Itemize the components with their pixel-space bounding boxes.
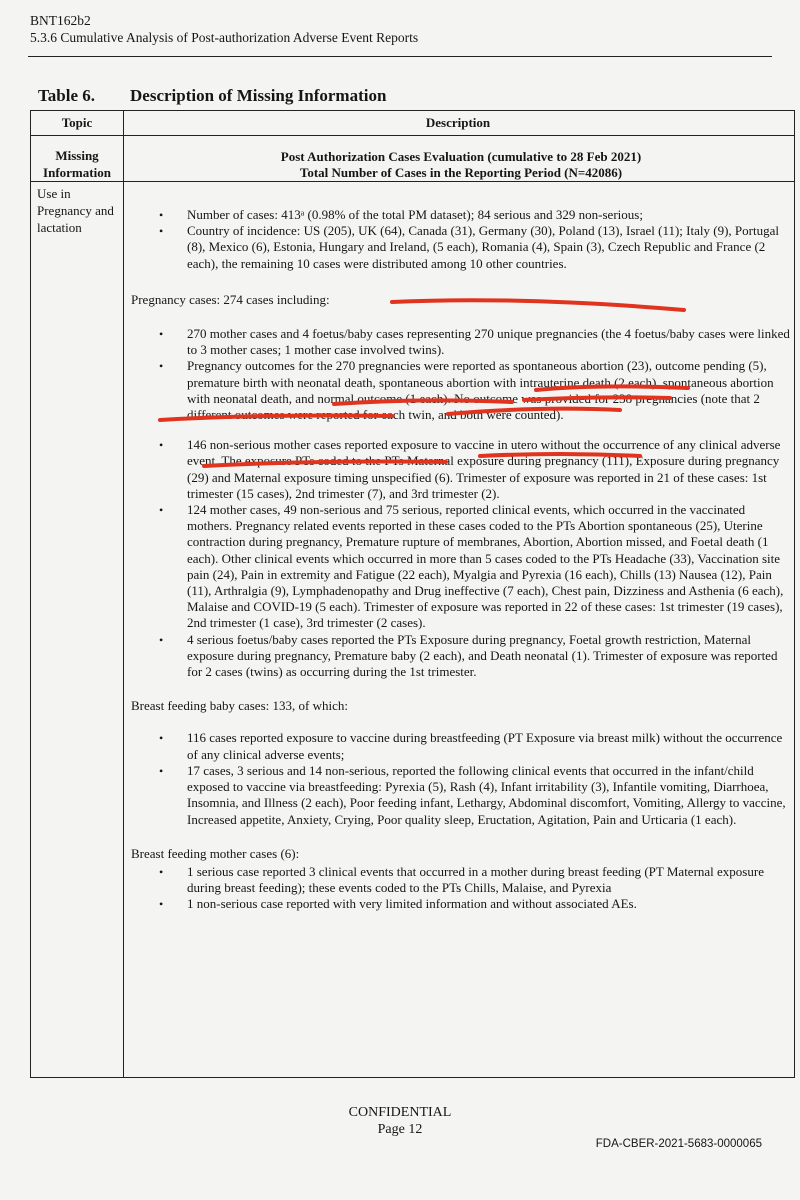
document-id: FDA-CBER-2021-5683-0000065 [595,1138,762,1150]
table-title: Description of Missing Information [130,86,387,105]
evaluation-title-line2: Total Number of Cases in the Reporting Period (N=42086) [299,165,623,180]
header-rule [28,56,772,57]
page-footer [0,1104,800,1138]
pregnancy-heading: Pregnancy cases: 274 cases including: [131,291,330,307]
breastfeeding-baby-heading: Breast feeding baby cases: 133, of which: [131,698,348,714]
list-item: • 1 non-serious case reported with very limited information and without associated AEs. [131,896,791,912]
row-divider [31,135,794,136]
product-code: BNT162b2 [30,13,91,28]
mother-cases-list [131,437,791,680]
pregnancy-list [131,326,791,423]
list-item: • 4 serious foetus/baby cases reported the PTs Exposure during pregnancy, Foetal growth restriction, Maternal exposure during pregnancy, Premature baby (2 each), and Death neonatal (1). Trimester of exposure was reported for 2 cases (twins) as occurring during the 1st trimester. [131,632,791,681]
breastfeeding-baby-list [131,730,791,827]
page-number: Page 12 [377,1122,423,1137]
section-title: 5.3.6 Cumulative Analysis of Post-authorization Adverse Event Reports [30,30,419,45]
breastfeeding-mother-list [131,864,791,913]
evaluation-title [131,149,791,181]
description-header: Description [425,115,491,130]
topic-header: Topic [61,115,93,130]
table-number: Table 6. [38,86,96,105]
list-item: • 17 cases, 3 serious and 14 non-serious, reported the following clinical events that occurred in the infant/child exposed to vaccine via breastfeeding: Pyrexia (5), Rash (4), Infant irritability (3), Infantile vomiting, Diarrhoea, Insomnia, and Illness (2 each), Poor feeding infant, Lethargy, Abdominal discomfort, Vomiting, Allergy to vaccine, Increased appetite, Anxiety, Crying, Poor quality sleep, Eructation, Agitation, Pain and Urticaria (1 each). [131,763,791,828]
list-item: • Number of cases: 413ᵃ (0.98% of the total PM dataset); 84 serious and 329 non-serious; [131,207,791,223]
list-item: • Country of incidence: US (205), UK (64), Canada (31), Germany (30), Poland (13), Israel (11); Italy (9), Portugal (8), Mexico (6), Estonia, Hungary and Ireland, (5 each), Romania (4), Spain (3), Czech Republic and France (2 each), the remaining 10 cases were distributed among 10 other countries. [131,223,791,272]
topic-cell: Use in Pregnancy and lactation [37,186,114,235]
missing-info-label: Missing Information [43,148,111,180]
column-divider [123,111,124,1077]
list-item: • Pregnancy outcomes for the 270 pregnancies were reported as spontaneous abortion (23), outcome pending (5), premature birth with neonatal death, spontaneous abortion with intrauterine death (2 each), spontaneous abortion with neonatal death, and normal outcome (1 each). No outcome was provided for 238 pregnancies (note that 2 different outcomes were reported for each twin, and both were counted). [131,358,791,423]
description-cell [131,207,791,913]
table-caption [38,86,386,106]
list-item: • 146 non-serious mother cases reported exposure to vaccine in utero without the occurrence of any clinical adverse event. The exposure PTs coded to the PTs Maternal exposure during pregnancy (111), Exposure during pregnancy (29) and Maternal exposure timing unspecified (6). Trimester of exposure was reported in 21 of these cases: 1st trimester (15 cases), 2nd trimester (7), and 3rd trimester (2). [131,437,791,502]
list-item: • 1 serious case reported 3 clinical events that occurred in a mother during breast feeding (PT Maternal exposure during breast feeding); these events coded to the PTs Chills, Malaise, and Pyrexia [131,864,791,896]
row-divider [31,181,794,182]
breastfeeding-mother-heading: Breast feeding mother cases (6): [131,845,300,861]
list-item: • 270 mother cases and 4 foetus/baby cases representing 270 unique pregnancies (the 4 foetus/baby cases were linked to 3 mother cases; 1 mother case involved twins). [131,326,791,358]
confidential-label: CONFIDENTIAL [348,1105,452,1120]
list-item: • 124 mother cases, 49 non-serious and 75 serious, reported clinical events, which occurred in the vaccinated mothers. Pregnancy related events reported in these cases coded to the PTs Abortion spontaneous (25), Uterine contraction during pregnancy, Premature rupture of membranes, Abortion, Abortion missed, and Foetal death (1 each). Other clinical events which occurred in more than 5 cases coded to the PTs Headache (33), Vaccination site pain (24), Pain in extremity and Fatigue (22 each), Myalgia and Pyrexia (16 each), Chills (13) Nausea (12), Pain (11), Arthralgia (9), Lymphadenopathy and Drug ineffective (7 each), Chest pain, Dizziness and Asthenia (6 each), Malaise and COVID-19 (5 each). Trimester of exposure was reported in 22 of these cases: 1st trimester (19 cases), 2nd trimester (1 case), 3rd trimester (2 cases). [131,502,791,632]
evaluation-title-line1: Post Authorization Cases Evaluation (cumulative to 28 Feb 2021) [280,149,642,164]
list-item: • 116 cases reported exposure to vaccine during breastfeeding (PT Exposure via breast milk) without the occurrence of any clinical adverse events; [131,730,791,762]
running-header [30,12,418,46]
case-summary-list [131,207,791,272]
missing-information-table [30,110,795,1078]
